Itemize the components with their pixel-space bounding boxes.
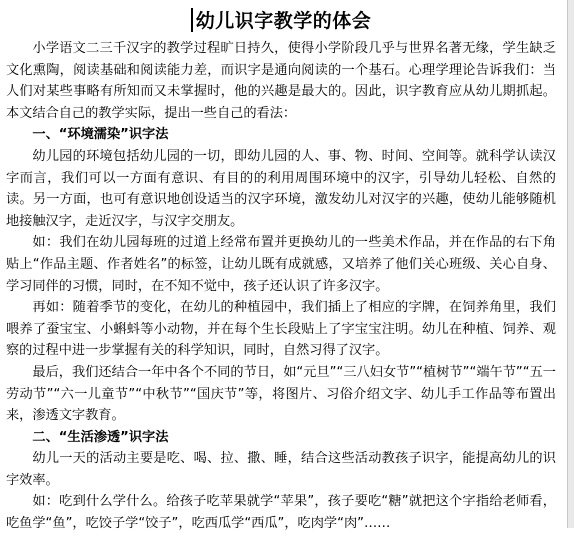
title-row [6,6,556,36]
section-heading-daily-life: 二、“生活渗透”识字法 [32,429,169,445]
paragraph-example-eating: 如：吃到什么学什么。给孩子吃苹果就学“苹果”，孩子要吃“糖”就把这个字指给老师看，吃鱼学“鱼”，吃饺子学“饺子”，吃西瓜学“西瓜”，吃肉学“肉”…… [6,494,556,532]
paragraph-example-festivals: 最后，我们还结合一年中各个不同的节日，如“元旦”“三八妇女节”“植树节”“端午节”“五一劳动节”“六一儿童节”“中秋节”“国庆节”等，将图片、习俗介绍文字、幼儿手工作品等布置出来，渗透文字教育。 [6,364,556,424]
paragraph-example-artwork: 如：我们在幼儿园每班的过道上经常布置并更换幼儿的一些美术作品，并在作品的右下角贴上“作品主题、作者姓名”的标签，让幼儿既有成就感，又培养了他们关心班级、关心自身、学习同伴的习惯，同时，在不知不觉中，孩子还认识了许多汉字。 [6,235,556,294]
section-heading-environment: 一、“环境濡染”识字法 [32,127,169,143]
paragraph-environment: 幼儿园的环境包括幼儿园的一切，即幼儿园的人、事、物、时间、空间等。就科学认读汉字而言，我们可以一方面有意识、有目的的利用周围环境中的汉字，引导幼儿轻松、自然的读。另一方面，也可有意识地创设适当的汉字环境，激发幼儿对汉字的兴趣，使幼儿能够随机地接触汉字，走近汉字，与汉字交朋友。 [6,148,556,229]
scrollbar-edge[interactable] [567,0,574,528]
document-title: 幼儿识字教学的体会 [195,10,372,32]
paragraph-daily-life: 幼儿一天的活动主要是吃、喝、拉、撒、睡，结合这些活动教孩子识字，能提高幼儿的识字效率。 [6,451,556,488]
paragraph-example-planting: 再如：随着季节的变化，在幼儿的种植园中，我们插上了相应的字牌，在饲养角里，我们喂养了蚕宝宝、小蝌蚪等小动物，并在每个生长段贴上了字宝宝注明。幼儿在种植、饲养、观察的过程中进一步掌握有关的科学知识，同时，自然习得了汉字。 [6,300,556,359]
text-cursor [191,8,193,32]
paragraph-intro: 小学语文二三千汉字的教学过程旷日持久，使得小学阶段几乎与世界名著无缘，学生缺乏文化熏陶，阅读基础和阅读能力差，而识字是通向阅读的一个基石。心理学理论告诉我们：当人们对某些事略有所知而又未掌握时，他的兴趣是最大的。因此，识字教育应从幼儿期抓起。本文结合自己的教学实际，提出一些自己的看法： [6,41,556,121]
